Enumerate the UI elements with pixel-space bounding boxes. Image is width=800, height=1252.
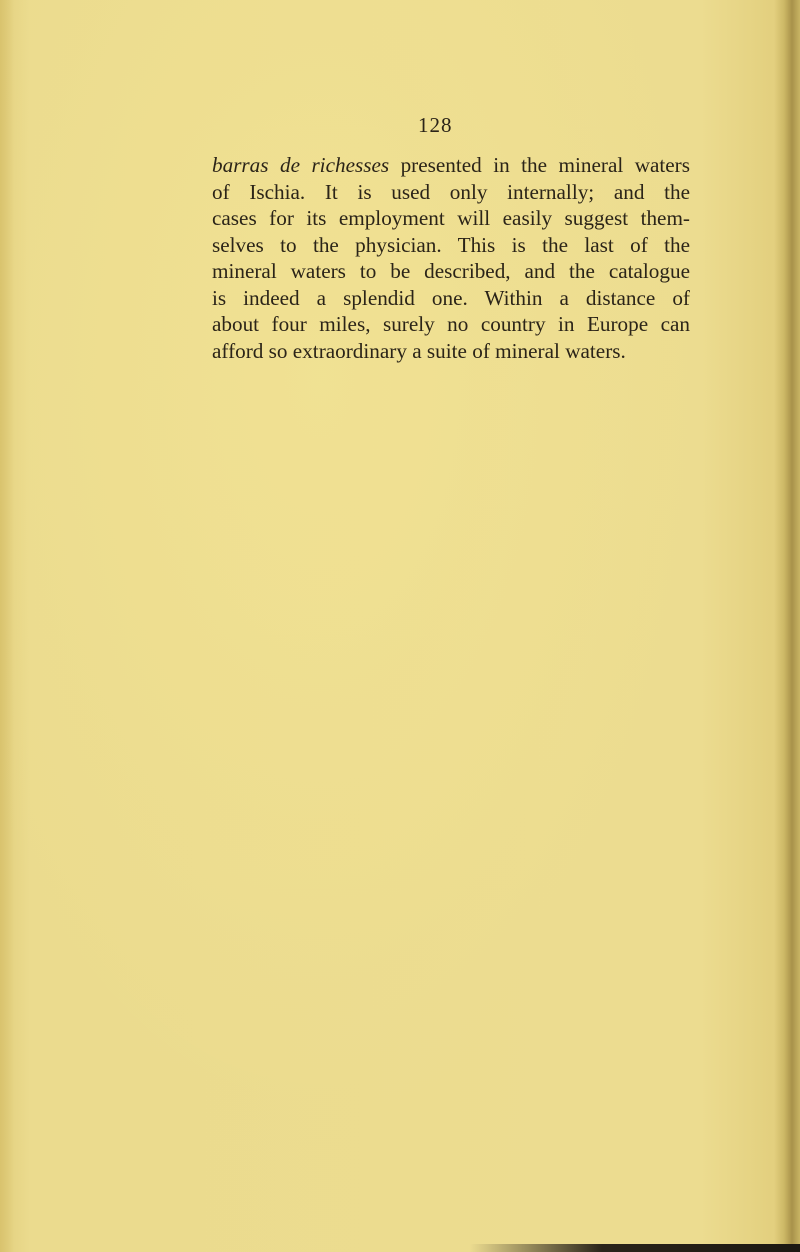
page-number: 128 — [418, 113, 453, 137]
line-text: presented in the mineral waters — [389, 153, 690, 177]
page-right-edge — [774, 0, 800, 1252]
page-bottom-shadow — [470, 1244, 800, 1252]
text-line: afford so extraordinary a suite of mineral waters. — [212, 338, 626, 363]
text-line: selves to the physician. This is the last of the — [212, 232, 690, 257]
text-line: is indeed a splendid one. Within a distance of — [212, 285, 690, 310]
page-left-edge — [0, 0, 14, 1252]
text-line: cases for its employment will easily suggest them- — [212, 206, 690, 230]
text-line: about four miles, surely no country in Europe can — [212, 312, 690, 336]
text-line: of Ischia. It is used only internally; and the — [212, 179, 690, 204]
text-line — [212, 152, 690, 179]
body-paragraph — [212, 152, 690, 364]
text-line: mineral waters to be described, and the catalogue — [212, 259, 690, 283]
italic-phrase: barras de richesses — [212, 153, 390, 177]
